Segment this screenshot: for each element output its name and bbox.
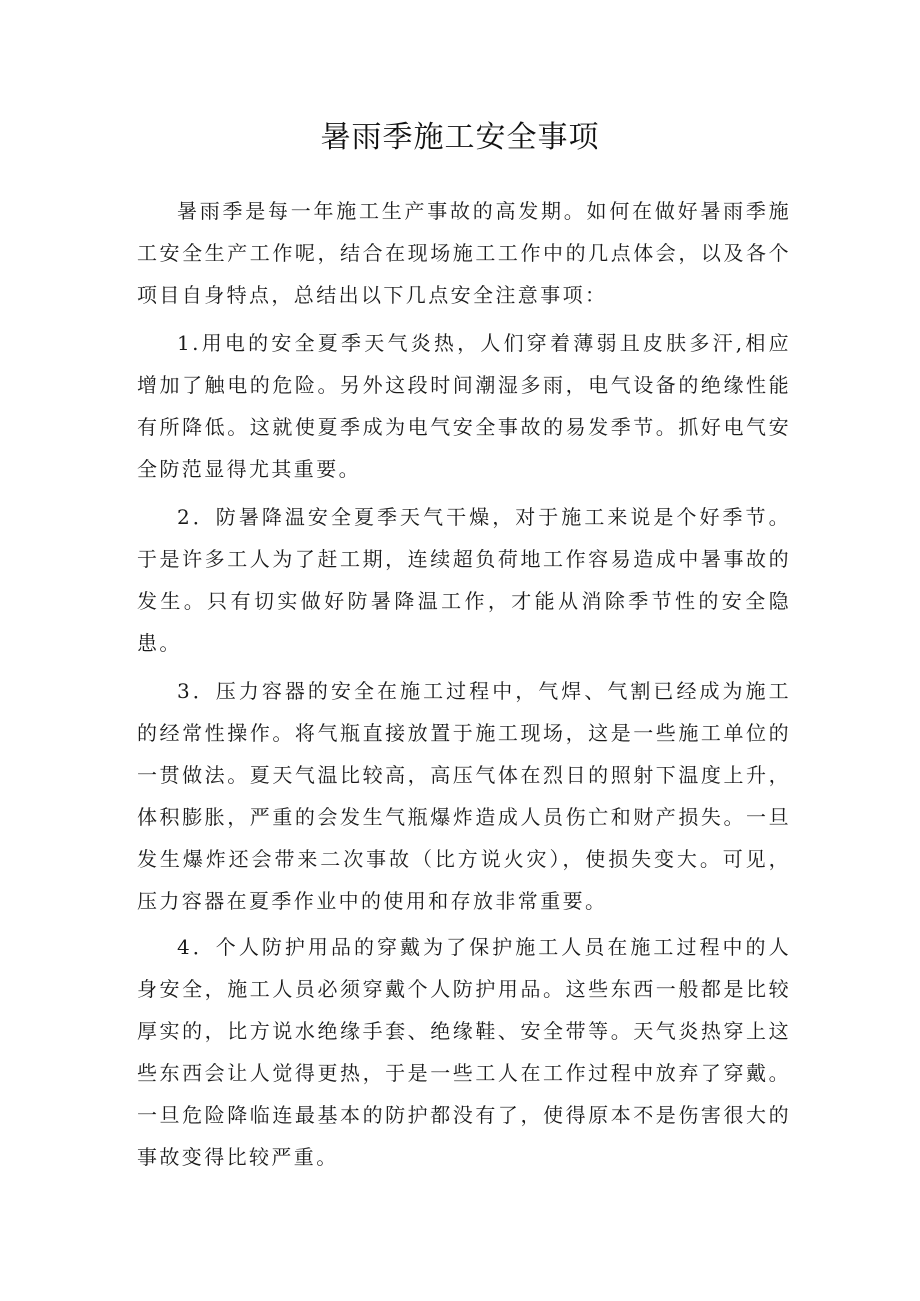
paragraph-pressure-vessels: 3．压力容器的安全在施工过程中，气焊、气割已经成为施工的经常性操作。将气瓶直接放置于施工现场，这是一些施工单位的一贯做法。夏天气温比较高，高压气体在烈日的照射下温度上升，体积膨胀，严重的会发生气瓶爆炸造成人员伤亡和财产损失。一旦发生爆炸还会带来二次事故（比方说火灾），使损失变大。可见，压力容器在夏季作业中的使用和存放非常重要。 [137, 679, 791, 913]
paragraph-intro: 暑雨季是每一年施工生产事故的高发期。如何在做好暑雨季施工安全生产工作呢，结合在现场施工工作中的几点体会，以及各个项目自身特点，总结出以下几点安全注意事项： [137, 199, 791, 307]
document-title: 暑雨季施工安全事项 [320, 120, 600, 155]
paragraph-heat-prevention: 2．防暑降温安全夏季天气干燥，对于施工来说是个好季节。于是许多工人为了赶工期，连续超负荷地工作容易造成中暑事故的发生。只有切实做好防暑降温工作，才能从消除季节性的安全隐患。 [137, 505, 791, 655]
paragraph-protective-equipment: 4．个人防护用品的穿戴为了保护施工人员在施工过程中的人身安全，施工人员必须穿戴个人防护用品。这些东西一般都是比较厚实的，比方说水绝缘手套、绝缘鞋、安全带等。天气炎热穿上这些东西会让人觉得更热，于是一些工人在工作过程中放弃了穿戴。一旦危险降临连最基本的防护都没有了，使得原本不是伤害很大的事故变得比较严重。 [137, 935, 791, 1169]
paragraph-electrical-safety: 1.用电的安全夏季天气炎热，人们穿着薄弱且皮肤多汗,相应增加了触电的危险。另外这段时间潮湿多雨，电气设备的绝缘性能有所降低。这就使夏季成为电气安全事故的易发季节。抓好电气安全防范显得尤其重要。 [137, 331, 791, 481]
